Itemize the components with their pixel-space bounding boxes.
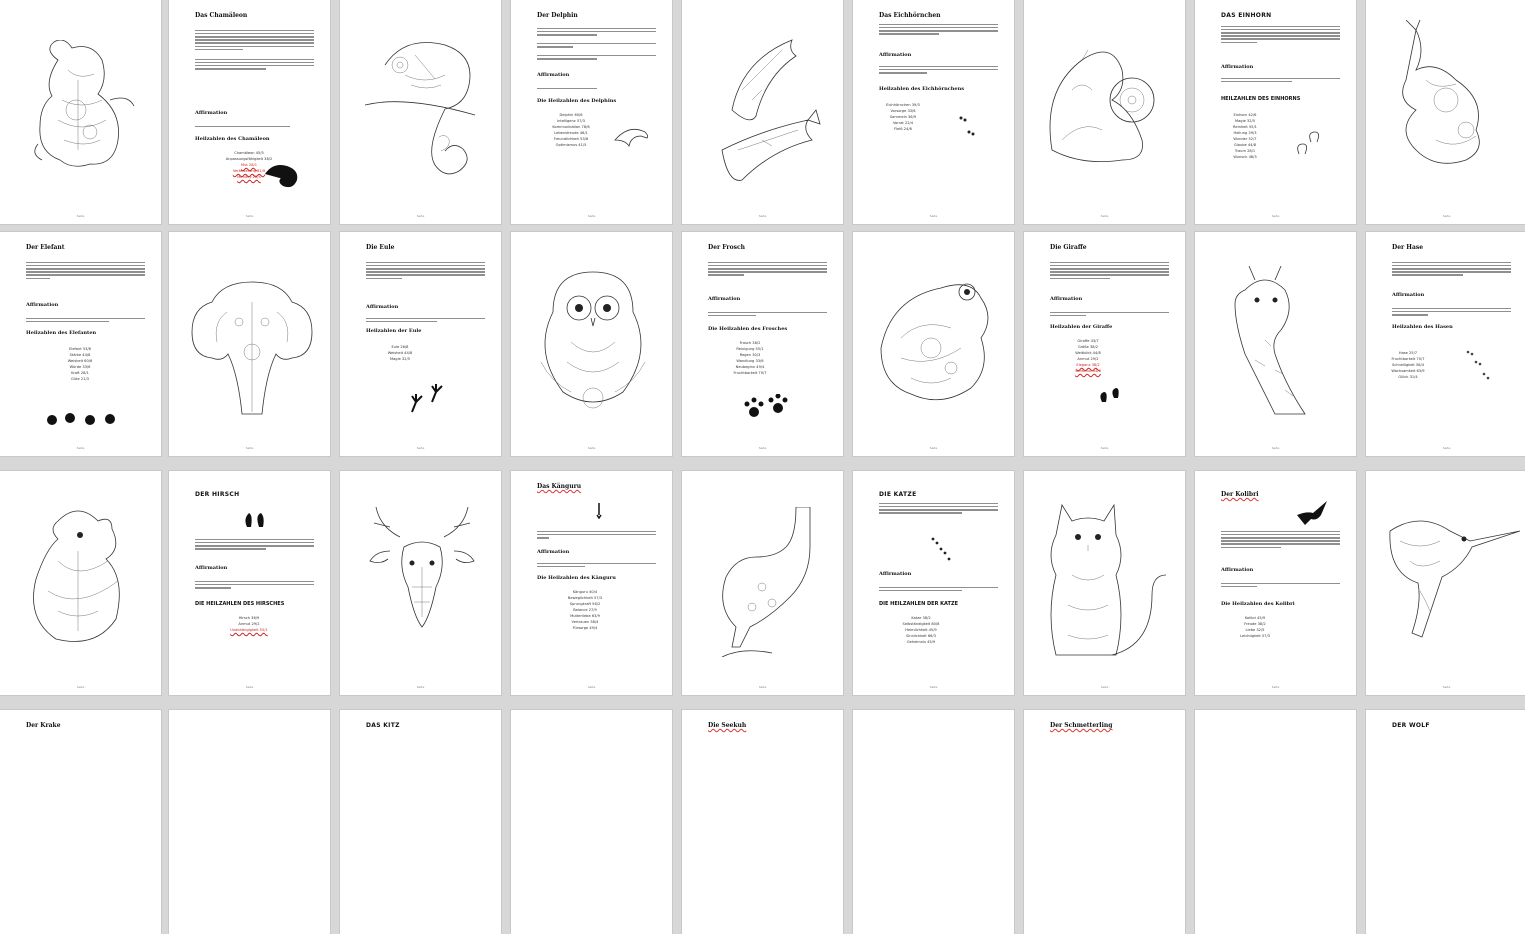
body-text — [1050, 260, 1169, 281]
heilzahlen-list: Frosch 38/2 Reinigung 55/1 Regen 30/3 Wandlung 33/6 Neubeginn 49/4 Fruchtbarkeit 70/7 — [733, 341, 767, 375]
page-number: Seite — [1271, 446, 1280, 450]
page-squirrel-text[interactable] — [853, 0, 1014, 224]
chameleon-icon — [261, 160, 301, 190]
page-number: Seite — [1442, 685, 1451, 689]
hoofprint-icon — [1293, 126, 1321, 158]
page-number: Seite — [76, 214, 85, 218]
affirmation-heading: Affirmation — [1221, 64, 1254, 70]
page-title: DER WOLF — [1392, 722, 1430, 729]
page-frog-text[interactable] — [682, 232, 843, 456]
dolphin-illustration — [702, 30, 827, 190]
page-butterfly-text[interactable] — [1024, 710, 1185, 934]
page-manatee-text[interactable] — [682, 710, 843, 934]
page-number: Seite — [416, 685, 425, 689]
page-blank[interactable] — [169, 710, 330, 934]
page-title: DIE KATZE — [879, 491, 917, 498]
page-owl-text[interactable] — [340, 232, 501, 456]
affirmation-heading: Affirmation — [26, 302, 59, 308]
bird-tracks-icon — [406, 382, 446, 418]
page-number: Seite — [1442, 214, 1451, 218]
page-rabbit-text[interactable] — [1366, 232, 1525, 456]
affirmation-heading: Affirmation — [366, 304, 399, 310]
affirmation-heading: Affirmation — [879, 571, 912, 577]
page-title: DAS KITZ — [366, 722, 400, 729]
hoofprint-icon — [1096, 384, 1120, 404]
page-hummingbird-text[interactable] — [1195, 471, 1356, 695]
heilzahlen-heading: Die Heilzahlen des Kolibri — [1221, 601, 1295, 607]
cat-paw-tracks-icon — [929, 535, 953, 563]
body-text — [1221, 24, 1340, 45]
heilzahlen-heading: Heilzahlen des Chamäleon — [195, 136, 270, 142]
page-number: Seite — [416, 446, 425, 450]
heilzahlen-heading: Heilzahlen der Giraffe — [1050, 324, 1113, 330]
body-text — [537, 529, 656, 540]
page-bear-illustration[interactable] — [0, 0, 161, 224]
page-number: Seite — [929, 446, 938, 450]
owl-illustration — [531, 262, 656, 422]
page-title: Der Elefant — [26, 244, 65, 251]
page-blank[interactable] — [853, 710, 1014, 934]
page-cat-illustration[interactable] — [1024, 471, 1185, 695]
page-title: Der Delphin — [537, 12, 578, 19]
elephant-footprints-icon — [44, 410, 120, 428]
rabbit-illustration — [1386, 20, 1516, 170]
page-title: Der Frosch — [708, 244, 745, 251]
page-blank[interactable] — [511, 710, 672, 934]
page-title: Die Seekuh — [708, 722, 747, 729]
page-title: Der Kolibri — [1221, 491, 1259, 498]
page-owl-illustration[interactable] — [511, 232, 672, 456]
heilzahlen-list: Einhorn 42/6 Magie 32/5 Reinheit 55/1 Heilung 39/3 Wunder 52/7 Glaube 44/8 Traum 28/1 Wunsch 48/3 — [1233, 113, 1257, 159]
page-dolphin-illustration[interactable] — [682, 0, 843, 224]
kangaroo-illustration — [702, 507, 822, 657]
heilzahlen-heading: HEILZAHLEN DES EINHORNS — [1221, 96, 1301, 102]
hummingbird-icon — [1295, 499, 1331, 525]
heilzahlen-heading: Heilzahlen des Elefanten — [26, 330, 97, 336]
squirrel-illustration — [1042, 30, 1172, 180]
page-title: DAS EINHORN — [1221, 12, 1272, 19]
page-deer-text[interactable] — [169, 471, 330, 695]
page-title: Die Eule — [366, 244, 395, 251]
heilzahlen-heading: DIE HEILZAHLEN DER KATZE — [879, 601, 958, 607]
page-octopus-text[interactable] — [0, 710, 161, 934]
page-number: Seite — [929, 685, 938, 689]
affirmation-heading: Affirmation — [1050, 296, 1083, 302]
squirrel-paw-tracks-icon — [953, 110, 983, 140]
page-number: Seite — [1442, 446, 1451, 450]
page-number: Seite — [245, 685, 254, 689]
page-number: Seite — [1271, 685, 1280, 689]
page-number: Seite — [587, 685, 596, 689]
heilzahlen-list: Eule 26/8 Weisheit 44/8 Magie 32/5 — [387, 345, 413, 361]
heilzahlen-list: Elefant 53/8 Stärke 44/8 Weisheit 60/6 Würde 33/6 Kraft 28/1 Güte 21/3 — [67, 347, 93, 381]
page-cat-text[interactable] — [853, 471, 1014, 695]
page-wolf-text[interactable] — [1366, 710, 1525, 934]
heilzahlen-heading: Heilzahlen der Eule — [366, 328, 422, 334]
heilzahlen-heading: Die Heilzahlen des Delphins — [537, 98, 617, 104]
page-hummingbird-illustration[interactable] — [1366, 471, 1525, 695]
page-dolphin-text[interactable] — [511, 0, 672, 224]
heilzahlen-list: Kolibri 45/9 Freude 38/2 Liebe 32/5 Leichtigkeit 57/3 — [1240, 616, 1270, 638]
frog-footprints-icon — [742, 394, 792, 424]
page-title: Das Chamäleon — [195, 12, 248, 19]
elephant-illustration — [187, 272, 317, 422]
page-rooster-illustration[interactable] — [0, 471, 161, 695]
page-number: Seite — [76, 446, 85, 450]
affirmation-heading: Affirmation — [879, 52, 912, 58]
heilzahlen-heading: Die Heilzahlen des Känguru — [537, 575, 616, 581]
page-fawn-text[interactable] — [340, 710, 501, 934]
page-number: Seite — [1100, 685, 1109, 689]
page-elephant-illustration[interactable] — [169, 232, 330, 456]
body-text — [879, 22, 998, 36]
affirmation-heading: Affirmation — [708, 296, 741, 302]
heilzahlen-list: Eichhörnchen 39/3 Vorsorge 33/6 Sammeln 36/9 Vorrat 22/4 Fleiß 24/6 — [886, 103, 920, 131]
page-title: Das Eichhörnchen — [879, 12, 941, 19]
affirmation-heading: Affirmation — [1392, 292, 1425, 298]
bear-illustration — [18, 40, 143, 170]
page-number: Seite — [416, 214, 425, 218]
page-number: Seite — [245, 214, 254, 218]
body-text — [195, 537, 314, 551]
page-blank[interactable] — [1195, 710, 1356, 934]
page-deer-illustration[interactable] — [340, 471, 501, 695]
heilzahlen-list: Giraffe 43/7 Größe 38/2 Weitblick 44/8 Anmut 29/2 Eleganz 38/2 Sanftmut 44/8 — [1075, 339, 1101, 373]
body-text — [26, 260, 145, 281]
page-squirrel-illustration[interactable] — [1024, 0, 1185, 224]
page-title: Das Känguru — [537, 483, 582, 490]
body-text — [366, 260, 485, 281]
page-number: Seite — [1271, 214, 1280, 218]
deer-hoofprint-icon — [241, 507, 267, 529]
page-rabbit-illustration[interactable] — [1366, 0, 1525, 224]
body-text — [195, 28, 314, 71]
frog-illustration — [871, 268, 1001, 408]
page-number: Seite — [758, 214, 767, 218]
heilzahlen-list: Känguru 40/4 Beweglichkeit 57/3 Sprungkraft 56/2 Balance 27/9 Mutterliebe 63/9 Vertrauen 58/4 Fürsorge 49/4 — [567, 590, 603, 630]
heilzahlen-heading: Die Heilzahlen des Frosches — [708, 326, 788, 332]
page-giraffe-illustration[interactable] — [1195, 232, 1356, 456]
affirmation-heading: Affirmation — [537, 72, 570, 78]
page-number: Seite — [245, 446, 254, 450]
heilzahlen-list: Chamäleon 45/5 Anpassungsfähigkeit 38/2 Mut 28/1 Veränderung 81/9 Mimikry 22/4 — [225, 151, 273, 179]
page-chameleon-text[interactable] — [169, 0, 330, 224]
affirmation-heading: Affirmation — [195, 565, 228, 571]
body-text — [879, 501, 998, 515]
page-frog-illustration[interactable] — [853, 232, 1014, 456]
affirmation-heading: Affirmation — [1221, 567, 1254, 573]
kangaroo-track-icon — [595, 501, 603, 519]
affirmation-heading: Affirmation — [195, 110, 228, 116]
page-number: Seite — [1100, 214, 1109, 218]
heilzahlen-list: Hirsch 36/9 Anmut 29/2 Unabhängigkeit 55/1 — [230, 616, 268, 632]
page-title: DER HIRSCH — [195, 491, 240, 498]
giraffe-illustration — [1215, 260, 1335, 420]
body-text — [1221, 529, 1340, 550]
cat-illustration — [1042, 495, 1172, 665]
page-number: Seite — [929, 214, 938, 218]
page-title: Der Hase — [1392, 244, 1424, 251]
hummingbird-illustration — [1380, 501, 1520, 641]
deer-illustration — [360, 507, 485, 637]
page-kangaroo-text[interactable] — [511, 471, 672, 695]
rooster-illustration — [18, 501, 148, 651]
chameleon-illustration — [355, 25, 490, 185]
affirmation-heading: Affirmation — [537, 549, 570, 555]
page-elephant-text[interactable] — [0, 232, 161, 456]
heilzahlen-heading: Heilzahlen des Hasen — [1392, 324, 1453, 330]
page-giraffe-text[interactable] — [1024, 232, 1185, 456]
body-text — [537, 26, 656, 61]
page-number: Seite — [587, 214, 596, 218]
rabbit-tracks-icon — [1462, 348, 1492, 384]
body-text — [1392, 260, 1511, 278]
heilzahlen-list: Hase 25/7 Fruchtbarkeit 70/7 Schnelligkeit 58/4 Wachsamkeit 63/9 Glück 31/4 — [1391, 351, 1425, 379]
page-number: Seite — [1100, 446, 1109, 450]
page-number: Seite — [758, 446, 767, 450]
heilzahlen-heading: DIE HEILZAHLEN DES HIRSCHES — [195, 601, 285, 607]
heilzahlen-list: Katze 38/2 Selbständigkeit 80/8 Heimlichkeit 45/9 Sinnlichkeit 66/3 Geheimnis 45/9 — [902, 616, 940, 644]
page-title: Die Giraffe — [1050, 244, 1087, 251]
body-text — [708, 260, 827, 278]
page-unicorn-text[interactable] — [1195, 0, 1356, 224]
page-number: Seite — [587, 446, 596, 450]
page-chameleon-illustration[interactable] — [340, 0, 501, 224]
page-kangaroo-illustration[interactable] — [682, 471, 843, 695]
page-title: Der Krake — [26, 722, 61, 729]
dolphin-icon — [611, 120, 651, 156]
page-number: Seite — [758, 685, 767, 689]
heilzahlen-heading: Heilzahlen des Eichhörnchens — [879, 86, 965, 92]
page-title: Der Schmetterling — [1050, 722, 1113, 729]
heilzahlen-list: Delphin 60/6 Intelligenz 57/3 Kommunikation 78/6 Lebensfreude 46/1 Freundlichkeit 53/8 Optimismus 41/5 — [552, 113, 590, 147]
page-number: Seite — [76, 685, 85, 689]
